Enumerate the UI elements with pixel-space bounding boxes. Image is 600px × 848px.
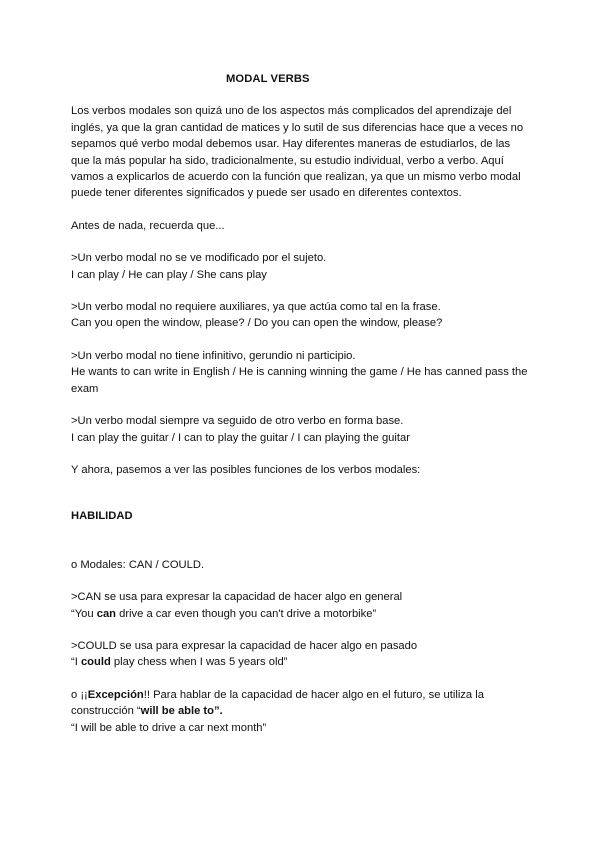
- intro-line: que la más popular ha sido, tradicionalmente, su estudio individual, verbo a verbo. Aquí: [71, 154, 504, 167]
- rule-block: [71, 250, 531, 283]
- transition-paragraph: [71, 462, 531, 478]
- could-paragraph: [71, 638, 531, 671]
- reminder-text: Antes de nada, recuerda que...: [71, 219, 225, 232]
- rule-example: Can you open the window, please? / Do you can open the window, please?: [71, 317, 443, 330]
- rule-example: I can play / He can play / She cans play: [71, 268, 267, 281]
- rule-example: I can play the guitar / I can to play the guitar / I can playing the guitar: [71, 431, 410, 444]
- rule-text: >Un verbo modal no se ve modificado por el sujeto.: [71, 252, 327, 265]
- could-rule: >COULD se usa para expresar la capacidad de hacer algo en pasado: [71, 639, 418, 652]
- exception-line-2: [71, 703, 531, 719]
- intro-line: inglés, ya que la gran cantidad de matices y lo sutil de sus diferencias hace que a veces no: [71, 121, 524, 134]
- can-example-bold: can: [96, 607, 116, 620]
- document-title: MODAL VERBS: [226, 73, 310, 85]
- can-example: [71, 606, 531, 622]
- intro-line: vamos a explicarlos de acuerdo con la función que realizan, ya que un mismo verbo modal: [71, 171, 521, 184]
- intro-line: Los verbos modales son quizá uno de los aspectos más complicados del aprendizaje del: [71, 105, 512, 118]
- rule-block: [71, 299, 531, 332]
- reminder-paragraph: [71, 218, 531, 234]
- transition-text: Y ahora, pasemos a ver las posibles funciones de los verbos modales:: [71, 463, 421, 476]
- section-title: HABILIDAD: [71, 510, 133, 523]
- exception-construction-bold: will be able to”.: [140, 705, 223, 718]
- can-paragraph: [71, 589, 531, 622]
- exception-example: “I will be able to drive a car next month”: [71, 721, 267, 734]
- intro-line: sepamos qué verbo modal debemos usar. Hay diferentes maneras de estudiarlos, de las: [71, 138, 511, 151]
- could-example: [71, 654, 531, 670]
- modals-line: o Modales: CAN / COULD.: [71, 558, 205, 571]
- rule-text: >Un verbo modal no tiene infinitivo, gerundio ni participio.: [71, 349, 356, 362]
- exception-bold-word: Excepción: [87, 688, 144, 701]
- exception-line: [71, 687, 531, 703]
- could-example-start: “I: [71, 656, 81, 669]
- document-body: [71, 71, 531, 752]
- could-example-end: play chess when I was 5 years old”: [110, 656, 288, 669]
- exception-middle: !! Para hablar de la capacidad de hacer algo en el futuro, se utiliza la: [143, 688, 484, 701]
- can-example-end: drive a car even though you can't drive a motorbike”: [116, 607, 377, 620]
- intro-line: puede tener diferentes significados y puede ser usado en diferentes contextos.: [71, 187, 462, 200]
- can-rule: >CAN se usa para expresar la capacidad de hacer algo en general: [71, 591, 403, 604]
- rule-text: >Un verbo modal siempre va seguido de otro verbo en forma base.: [71, 415, 404, 428]
- exception-prefix: o ¡¡: [71, 688, 88, 701]
- intro-paragraph: [71, 103, 531, 201]
- rule-block: [71, 348, 531, 397]
- exception-paragraph: [71, 687, 531, 736]
- modals-paragraph: [71, 557, 531, 573]
- exception-construction: construcción “: [71, 705, 141, 718]
- rule-text: >Un verbo modal no requiere auxiliares, ya que actúa como tal en la frase.: [71, 301, 441, 314]
- rule-example: He wants to can write in English / He is canning winning the game / He has canned pass the: [71, 366, 528, 379]
- rule-example: exam: [71, 382, 99, 395]
- can-example-start: “You: [71, 607, 97, 620]
- could-example-bold: could: [80, 656, 111, 669]
- rule-block: [71, 413, 531, 446]
